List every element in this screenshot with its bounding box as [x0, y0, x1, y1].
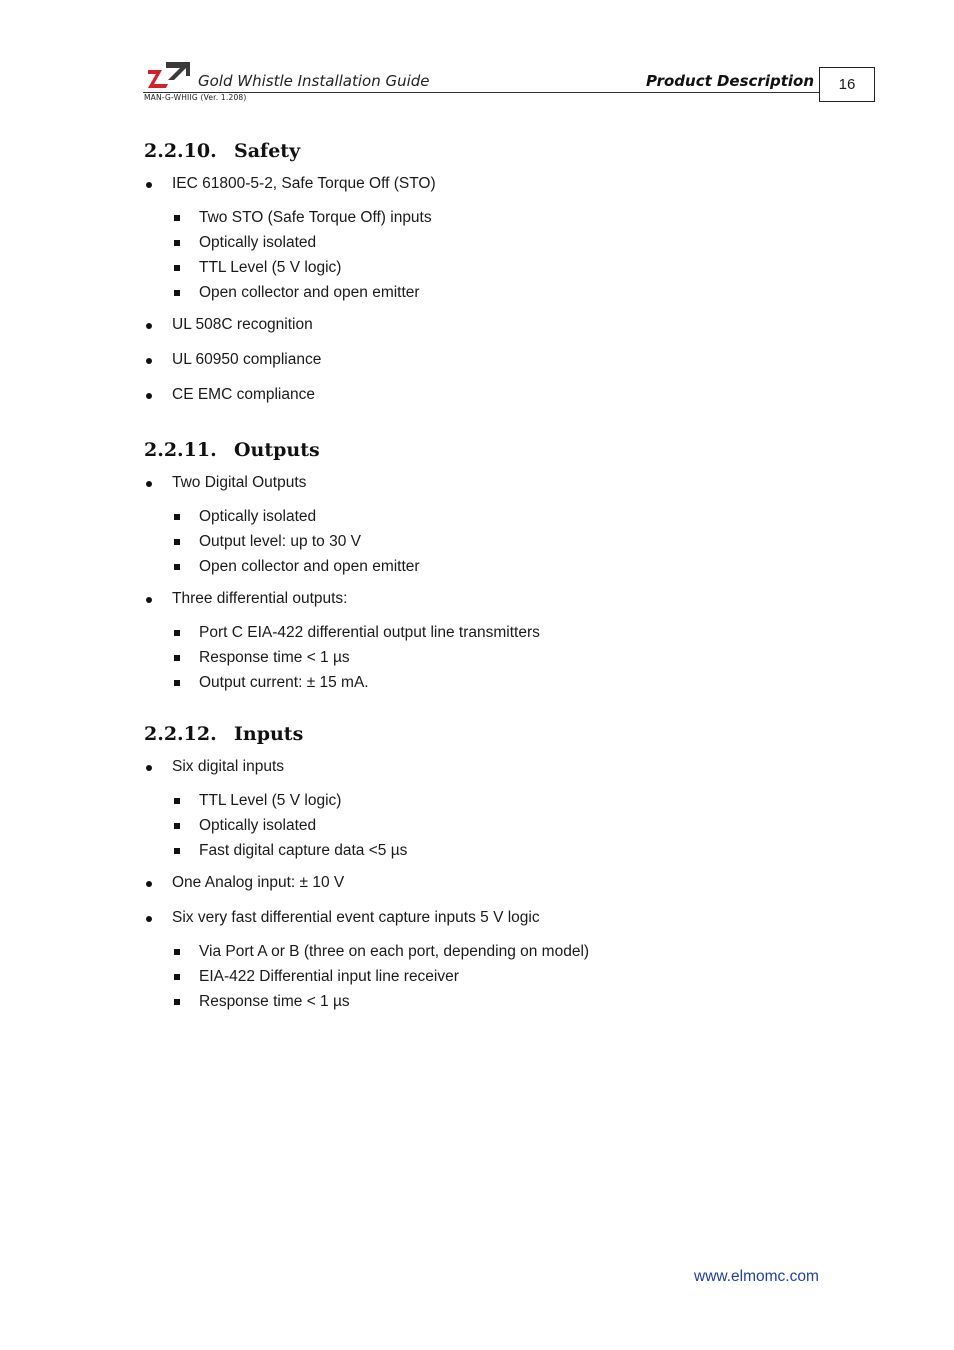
- heading-title: Safety: [234, 140, 301, 162]
- square-bullet-icon: [174, 999, 180, 1005]
- heading-number: 2.2.10.: [144, 140, 217, 162]
- bullet-icon: [146, 881, 152, 887]
- bullet-icon: [146, 182, 152, 188]
- square-bullet-icon: [174, 949, 180, 955]
- square-bullet-icon: [174, 630, 180, 636]
- heading-safety: [144, 140, 300, 162]
- square-bullet-icon: [174, 655, 180, 661]
- square-bullet-icon: [174, 240, 180, 246]
- page-number: 16: [819, 67, 875, 102]
- square-bullet-icon: [174, 539, 180, 545]
- bullet-icon: [146, 393, 152, 399]
- heading-title: Outputs: [234, 439, 320, 461]
- document-code: MAN-G-WHIIG (Ver. 1.208): [144, 93, 247, 102]
- square-bullet-icon: [174, 848, 180, 854]
- square-bullet-icon: [174, 514, 180, 520]
- section-title: Product Description: [646, 72, 814, 90]
- bullet-icon: [146, 323, 152, 329]
- heading-number: 2.2.11.: [144, 439, 217, 461]
- square-bullet-icon: [174, 265, 180, 271]
- heading-number: 2.2.12.: [144, 723, 217, 745]
- square-bullet-icon: [174, 823, 180, 829]
- square-bullet-icon: [174, 564, 180, 570]
- bullet-icon: [146, 481, 152, 487]
- bullet-icon: [146, 597, 152, 603]
- square-bullet-icon: [174, 215, 180, 221]
- square-bullet-icon: [174, 290, 180, 296]
- heading-inputs: [144, 723, 303, 745]
- bullet-icon: [146, 358, 152, 364]
- bullet-icon: [146, 916, 152, 922]
- square-bullet-icon: [174, 798, 180, 804]
- page-header: [0, 0, 954, 110]
- bullet-icon: [146, 765, 152, 771]
- heading-title: Inputs: [234, 723, 304, 745]
- footer-website-link[interactable]: www.elmomc.com: [694, 1268, 819, 1285]
- heading-outputs: [144, 439, 320, 461]
- document-title: Gold Whistle Installation Guide: [198, 72, 430, 90]
- elmo-logo-icon: [148, 58, 190, 88]
- square-bullet-icon: [174, 974, 180, 980]
- square-bullet-icon: [174, 680, 180, 686]
